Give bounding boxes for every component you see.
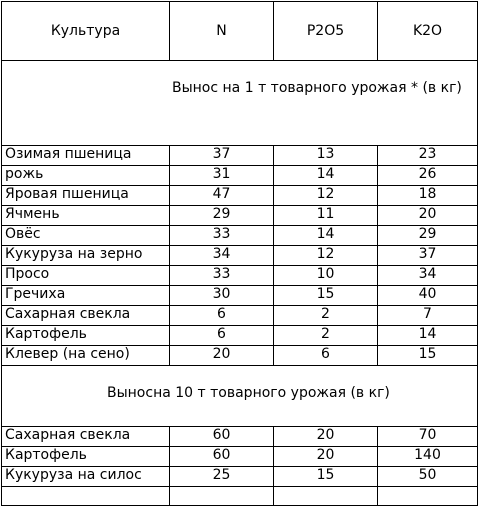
p2o5-value-cell: 20 (274, 447, 378, 467)
p2o5-value-cell: 2 (274, 326, 378, 346)
crop-name-cell: Гречиха (2, 286, 170, 306)
n-value-cell: 25 (170, 467, 274, 487)
p2o5-value-cell: 13 (274, 146, 378, 166)
table-row (2, 346, 478, 366)
crop-name-cell: Озимая пшеница (2, 146, 170, 166)
n-value-cell: 6 (170, 326, 274, 346)
table-row (2, 306, 478, 326)
k2o-value-cell: 20 (378, 206, 478, 226)
p2o5-value-cell: 11 (274, 206, 378, 226)
n-value-cell: 20 (170, 346, 274, 366)
header-n: N (170, 2, 274, 61)
n-value-cell: 33 (170, 266, 274, 286)
header-p2o5: P2O5 (274, 2, 378, 61)
k2o-value-cell: 15 (378, 346, 478, 366)
k2o-value-cell: 14 (378, 326, 478, 346)
n-value-cell: 34 (170, 246, 274, 266)
p2o5-value-cell: 20 (274, 427, 378, 447)
section-1-title: Вынос на 1 т товарного урожая * (в кг) (172, 80, 462, 96)
section-1-header-row (2, 61, 478, 146)
p2o5-value-cell: 2 (274, 306, 378, 326)
crop-name-cell: Клевер (на сено) (2, 346, 170, 366)
crop-name-cell: Сахарная свекла (2, 427, 170, 447)
k2o-value-cell: 34 (378, 266, 478, 286)
table-row (2, 186, 478, 206)
k2o-value-cell: 29 (378, 226, 478, 246)
crop-name-cell: Кукуруза на силос (2, 467, 170, 487)
table-row (2, 206, 478, 226)
empty-cell (170, 487, 274, 506)
fertilizer-removal-table (1, 1, 478, 506)
k2o-value-cell: 26 (378, 166, 478, 186)
p2o5-value-cell: 12 (274, 246, 378, 266)
p2o5-value-cell: 14 (274, 226, 378, 246)
crop-name-cell: Просо (2, 266, 170, 286)
crop-name-cell: Картофель (2, 326, 170, 346)
k2o-value-cell: 50 (378, 467, 478, 487)
table-row (2, 326, 478, 346)
crop-name-cell: Яровая пшеница (2, 186, 170, 206)
crop-name-cell: Картофель (2, 447, 170, 467)
k2o-value-cell: 23 (378, 146, 478, 166)
table-row (2, 427, 478, 447)
n-value-cell: 30 (170, 286, 274, 306)
empty-row (2, 487, 478, 506)
empty-cell (274, 487, 378, 506)
table-row (2, 447, 478, 467)
table-row (2, 467, 478, 487)
p2o5-value-cell: 6 (274, 346, 378, 366)
section-1-title-cell (2, 61, 478, 146)
n-value-cell: 31 (170, 166, 274, 186)
k2o-value-cell: 37 (378, 246, 478, 266)
p2o5-value-cell: 14 (274, 166, 378, 186)
n-value-cell: 37 (170, 146, 274, 166)
crop-name-cell: рожь (2, 166, 170, 186)
crop-name-cell: Ячмень (2, 206, 170, 226)
p2o5-value-cell: 15 (274, 286, 378, 306)
n-value-cell: 29 (170, 206, 274, 226)
k2o-value-cell: 70 (378, 427, 478, 447)
k2o-value-cell: 7 (378, 306, 478, 326)
n-value-cell: 47 (170, 186, 274, 206)
empty-cell (378, 487, 478, 506)
crop-name-cell: Кукуруза на зерно (2, 246, 170, 266)
crop-name-cell: Овёс (2, 226, 170, 246)
k2o-value-cell: 18 (378, 186, 478, 206)
crop-name-cell: Сахарная свекла (2, 306, 170, 326)
n-value-cell: 6 (170, 306, 274, 326)
table-row (2, 226, 478, 246)
n-value-cell: 60 (170, 447, 274, 467)
section-2-header-row (2, 366, 478, 427)
k2o-value-cell: 40 (378, 286, 478, 306)
section-2-title: Выносна 10 т товарного урожая (в кг) (107, 385, 390, 401)
n-value-cell: 60 (170, 427, 274, 447)
table-row (2, 246, 478, 266)
table-row (2, 286, 478, 306)
p2o5-value-cell: 15 (274, 467, 378, 487)
p2o5-value-cell: 12 (274, 186, 378, 206)
header-row (2, 2, 478, 61)
table-row (2, 266, 478, 286)
section-2-title-cell (2, 366, 478, 427)
header-culture: Культура (2, 2, 170, 61)
p2o5-value-cell: 10 (274, 266, 378, 286)
header-k2o: K2O (378, 2, 478, 61)
table-row (2, 166, 478, 186)
empty-cell (2, 487, 170, 506)
k2o-value-cell: 140 (378, 447, 478, 467)
table-row (2, 146, 478, 166)
n-value-cell: 33 (170, 226, 274, 246)
